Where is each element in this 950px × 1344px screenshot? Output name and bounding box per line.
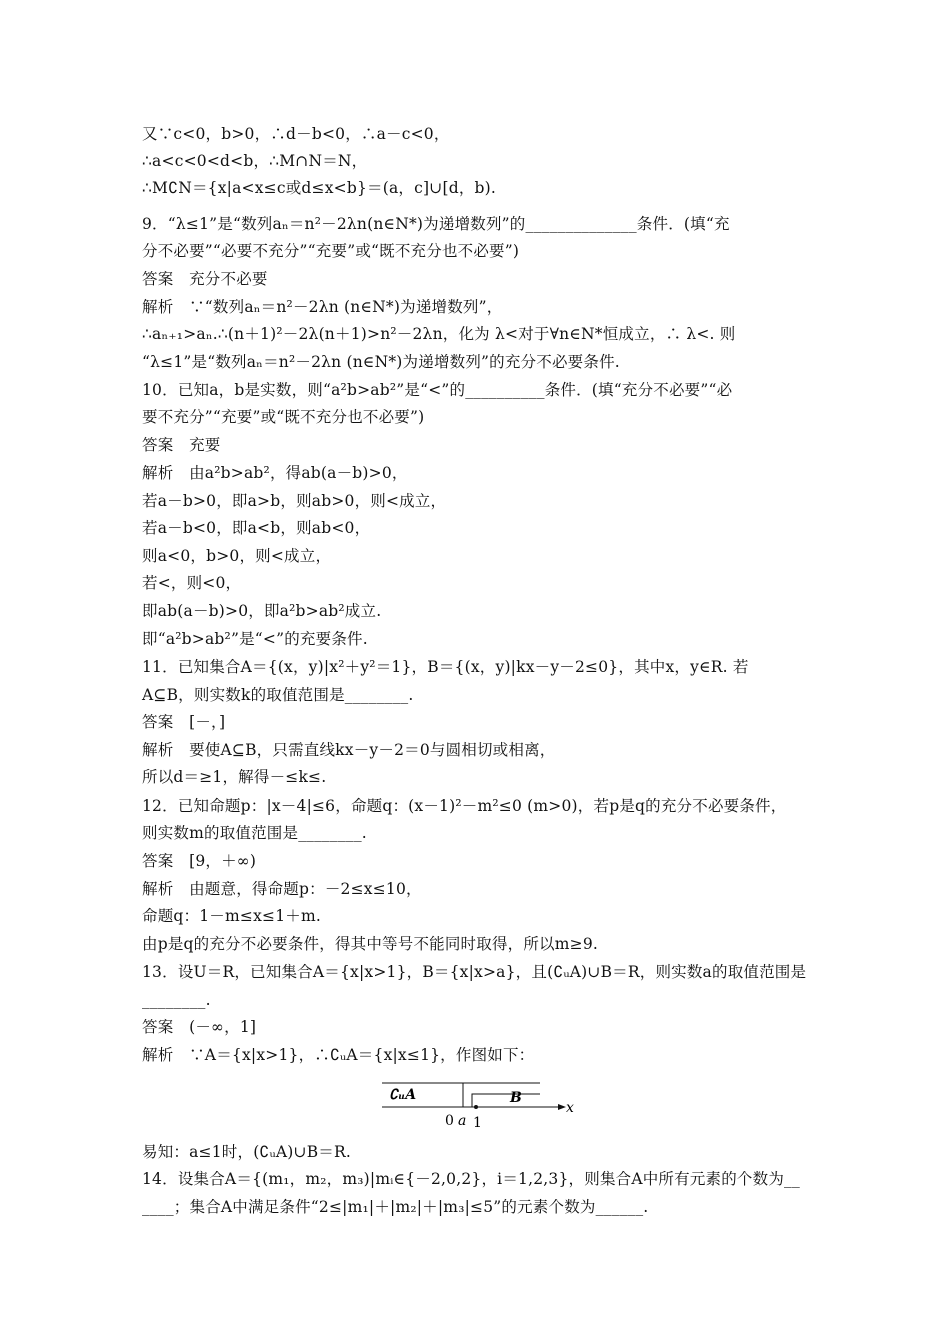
analysis-line: 解析 由题意，得命题p：－2≤x≤10， — [142, 880, 422, 898]
question-13-line: ________. — [142, 991, 211, 1009]
analysis-line: 由p是q的充分不必要条件，得其中等号不能同时取得，所以m≥9. — [142, 935, 599, 953]
answer-line: 答案 (－∞，1] — [142, 1018, 257, 1036]
question-14-line: ____；集合A中满足条件“2≤|m₁|＋|m₂|＋|m₃|≤5”的元素个数为______. — [142, 1198, 649, 1216]
answer-line: 答案 [－，] — [142, 713, 226, 731]
question-9-line: 分不必要”“必要不充分”“充要”或“既不充分也不必要”) — [142, 242, 520, 260]
text-line: ∴M∁N＝{x|a<x≤c或d≤x<b}＝(a，c]∪[d，b). — [142, 179, 497, 197]
analysis-line: 解析 ∵A＝{x|x>1}，∴∁ᵤA＝{x|x≤1}，作图如下： — [142, 1046, 535, 1064]
analysis-line: 若a－b>0，即a>b，则ab>0，则<成立， — [142, 492, 447, 510]
analysis-line: ∴aₙ₊₁>aₙ.∴(n＋1)²－2λ(n＋1)>n²－2λn，化为 λ<对于∀n∈N*恒成立，∴ λ<. 则 — [142, 325, 736, 343]
text-line: ∴a<c<0<d<b，∴M∩N＝N， — [142, 152, 368, 170]
tick-a: a — [458, 1113, 467, 1129]
question-13-line: 13．设U＝R，已知集合A＝{x|x>1}，B＝{x|x>a}，且(∁ᵤA)∪B＝R，则实数a的取值范围是 — [142, 963, 807, 981]
tick-0: 0 — [445, 1113, 454, 1129]
set-b-bracket — [472, 1094, 540, 1107]
answer-line: 答案 充要 — [142, 436, 221, 454]
analysis-line: 即ab(a－b)>0，即a²b>ab²成立. — [142, 602, 382, 620]
text-line: 又∵c<0，b>0，∴d－b<0，∴a－c<0， — [142, 125, 450, 143]
analysis-line: 解析 要使A⊆B，只需直线kx－y－2＝0与圆相切或相离， — [142, 741, 556, 759]
analysis-line: 易知：a≤1时，(∁ᵤA)∪B＝R. — [142, 1143, 351, 1161]
question-12-line: 12．已知命题p：|x－4|≤6，命题q：(x－1)²－m²≤0 (m>0)，若p是q的充分不必要条件， — [142, 797, 787, 815]
analysis-line: 若<，则<0， — [142, 574, 242, 592]
answer-line: 答案 [9，＋∞) — [142, 852, 257, 870]
analysis-line: 若a－b<0，即a<b，则ab<0， — [142, 519, 371, 537]
number-line-figure — [380, 1074, 590, 1134]
question-10-line: 要不充分”“充要”或“既不充分也不必要”) — [142, 408, 425, 426]
label-cua: ∁ᵤA — [389, 1087, 417, 1103]
label-b: B — [510, 1090, 522, 1106]
question-14-line: 14．设集合A＝{(m₁，m₂，m₃)|mᵢ∈{－2,0,2}，i＝1,2,3}，则集合A中所有元素的个数为__ — [142, 1170, 800, 1188]
question-12-line: 则实数m的取值范围是________. — [142, 824, 367, 842]
answer-line: 答案 充分不必要 — [142, 270, 268, 288]
analysis-line: “λ≤1”是“数列aₙ＝n²－2λn (n∈N*)为递增数列”的充分不必要条件. — [142, 353, 620, 371]
point-1-dot — [474, 1105, 478, 1109]
analysis-line: 所以d＝≥1，解得－≤k≤. — [142, 768, 327, 786]
question-9-line: 9．“λ≤1”是“数列aₙ＝n²－2λn(n∈N*)为递增数列”的______________条件．(填“充 — [142, 215, 730, 233]
question-11-line: A⊆B，则实数k的取值范围是________. — [142, 686, 414, 704]
label-x: x — [566, 1100, 574, 1116]
question-10-line: 10．已知a，b是实数，则“a²b>ab²”是“<”的__________条件．(填“充分不必要”“必 — [142, 381, 733, 399]
analysis-line: 解析 由a²b>ab²，得ab(a－b)>0， — [142, 464, 408, 482]
analysis-line: 命题q：1－m≤x≤1＋m. — [142, 907, 321, 925]
analysis-line: 则a<0，b>0，则<成立， — [142, 547, 332, 565]
arrow-icon — [558, 1104, 566, 1110]
tick-1: 1 — [473, 1115, 482, 1131]
analysis-line: 解析 ∵“数列aₙ＝n²－2λn (n∈N*)为递增数列”， — [142, 298, 503, 316]
analysis-line: 即“a²b>ab²”是“<”的充要条件. — [142, 630, 368, 648]
question-11-line: 11．已知集合A＝{(x，y)|x²＋y²＝1}，B＝{(x，y)|kx－y－2≤0}，其中x，y∈R. 若 — [142, 658, 749, 676]
